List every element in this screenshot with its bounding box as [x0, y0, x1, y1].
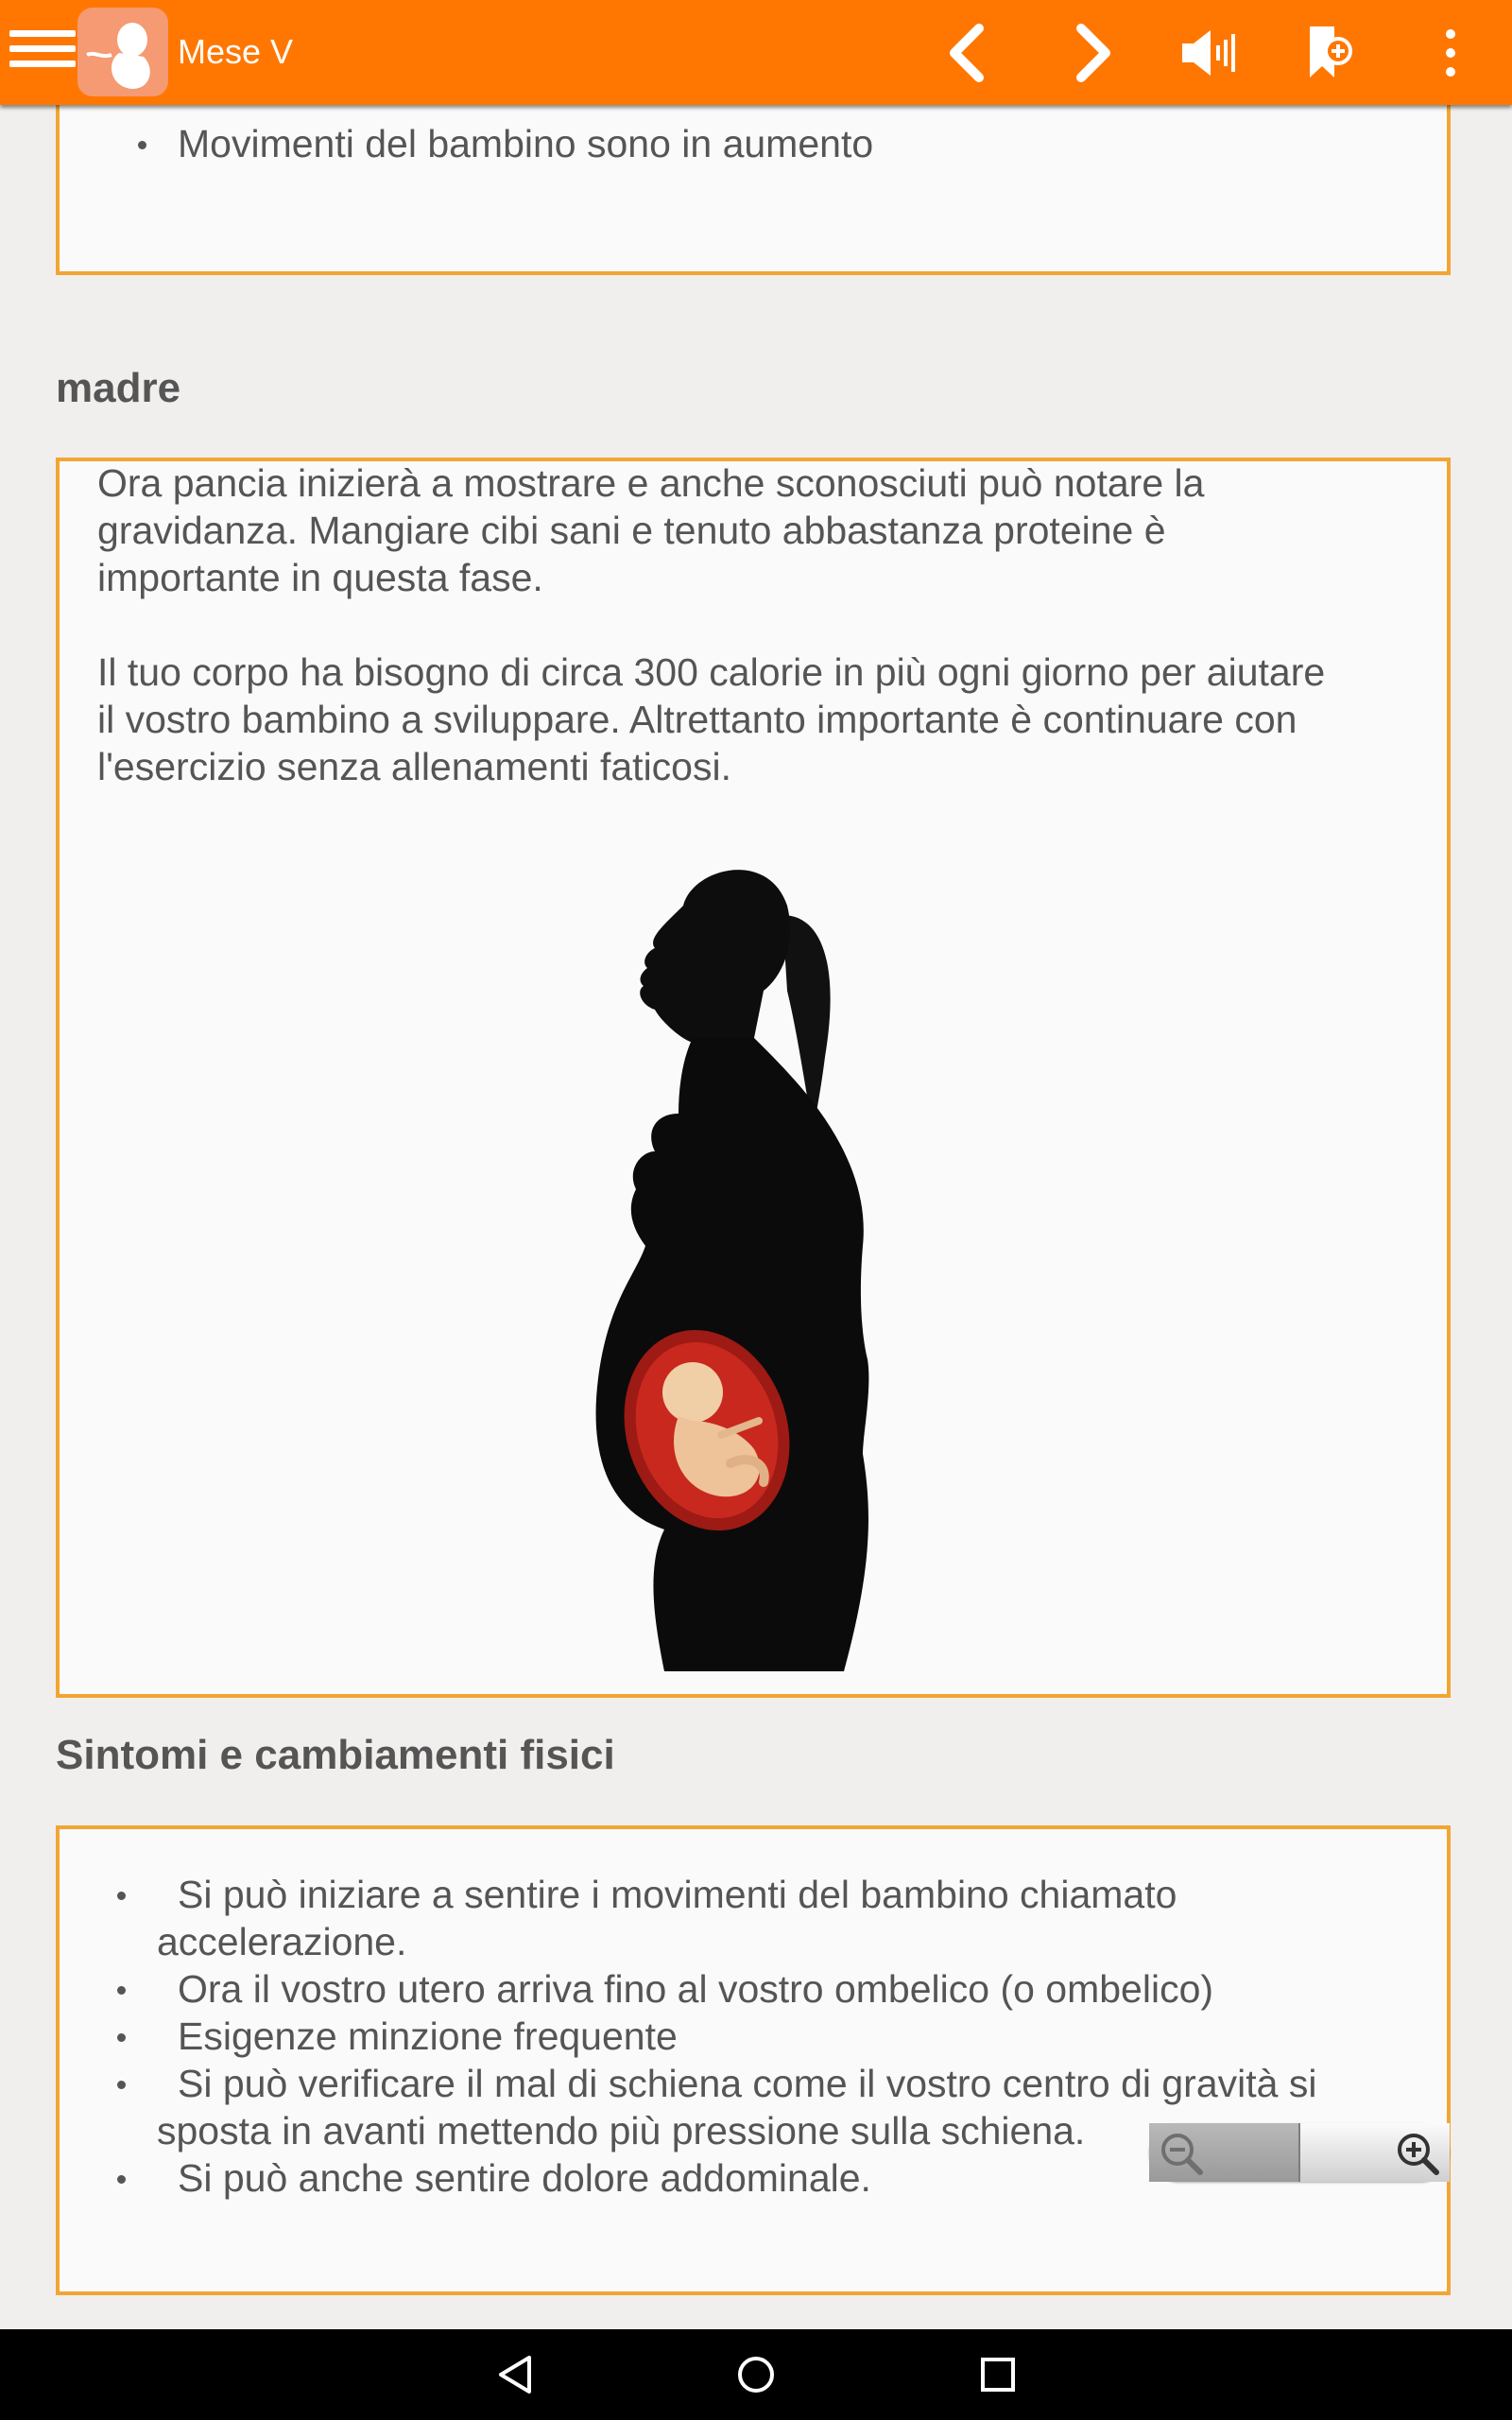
- list-item: Ora il vostro utero arriva fino al vostro ombelico (o ombelico): [157, 1965, 1381, 2013]
- content-scroll-area[interactable]: [19, 105, 1512, 2310]
- nav-back-icon[interactable]: [488, 2346, 544, 2403]
- zoom-in-icon[interactable]: [1300, 2123, 1450, 2182]
- volume-icon[interactable]: [1177, 21, 1243, 85]
- overflow-menu-icon[interactable]: [1418, 21, 1484, 85]
- list-item: Si può anche sentire dolore addominale.: [157, 2154, 1381, 2202]
- zoom-out-icon[interactable]: [1149, 2123, 1300, 2182]
- pregnant-silhouette-image: [589, 849, 891, 1671]
- screen-title: Mese V: [178, 32, 294, 71]
- forward-arrow-icon[interactable]: [1058, 21, 1125, 85]
- fetus-logo-icon: [77, 8, 168, 96]
- bookmark-add-icon[interactable]: [1297, 21, 1363, 85]
- app-bar: [0, 0, 1512, 105]
- list-item: Si può iniziare a sentire i movimenti del bambino chiamato accelerazione.: [157, 1871, 1381, 1965]
- section-heading-symptoms: Sintomi e cambiamenti fisici: [56, 1732, 615, 1778]
- mother-paragraph-2: Il tuo corpo ha bisogno di circa 300 calorie in più ogni giorno per aiutare il vostro bambino a sviluppare. Altrettanto importante è continuare con l'esercizio senza allenamenti faticosi.: [97, 650, 1326, 788]
- section-heading-mother: madre: [56, 365, 181, 411]
- nav-recents-icon[interactable]: [970, 2346, 1026, 2403]
- list-item: Movimenti del bambino sono in aumento: [178, 120, 1447, 167]
- symptoms-box: [56, 1825, 1451, 2295]
- system-nav-bar: [0, 2329, 1512, 2420]
- nav-home-icon[interactable]: [728, 2346, 784, 2403]
- list-item: Esigenze minzione frequente: [157, 2013, 1381, 2060]
- zoom-controls: [1149, 2123, 1450, 2182]
- list-item: Si può verificare il mal di schiena come il vostro centro di gravità si sposta in avanti mettendo più pressione sulla schiena.: [157, 2060, 1381, 2154]
- mother-paragraph-1: Ora pancia inizierà a mostrare e anche sconosciuti può notare la gravidanza. Mangiare cibi sani e tenuto abbastanza proteine è importante in questa fase.: [97, 461, 1205, 599]
- mother-box: [56, 458, 1451, 1698]
- menu-icon[interactable]: [9, 30, 76, 74]
- back-arrow-icon[interactable]: [936, 21, 1002, 85]
